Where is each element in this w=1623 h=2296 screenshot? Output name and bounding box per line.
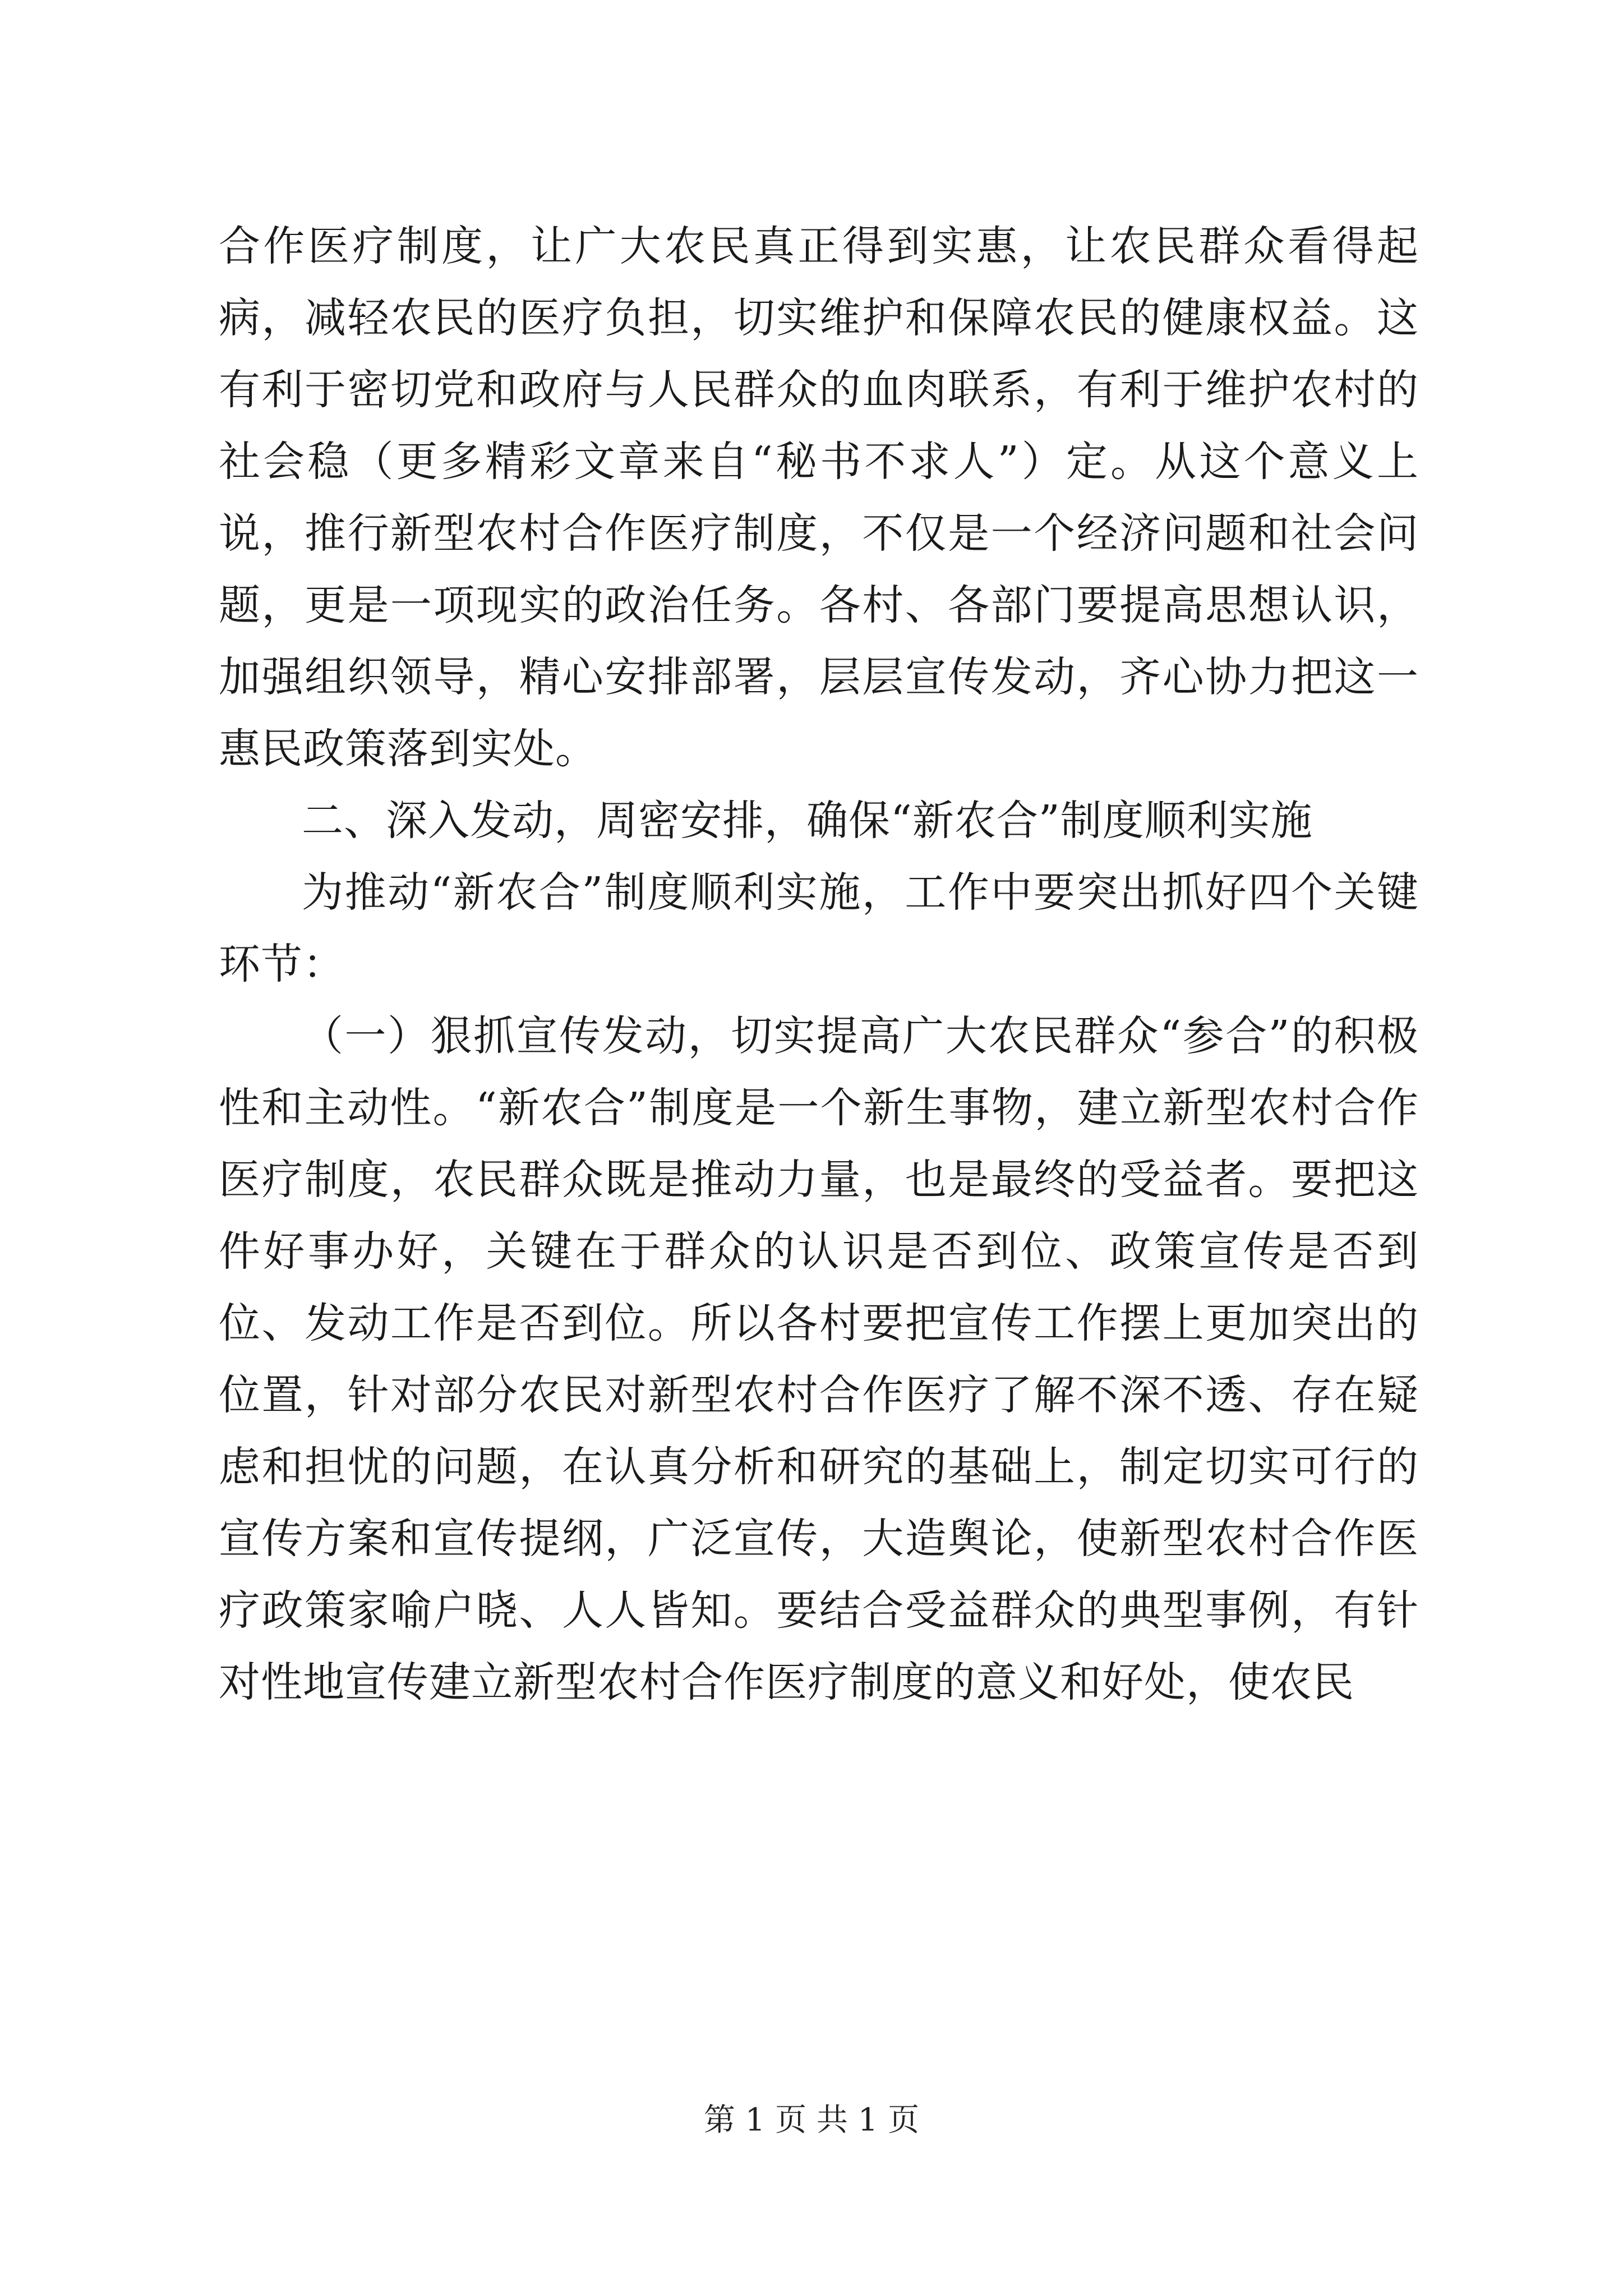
paragraph-intro: 为推动“新农合”制度顺利实施，工作中要突出抓好四个关键环节： — [219, 868, 1419, 988]
page-footer — [0, 2098, 1623, 2143]
paragraph-continued: 合作医疗制度，让广大农民真正得到实惠，让农民群众看得起病，减轻农民的医疗负担，切实维护和保障农民的健康权益。这有利于密切党和政府与人民群众的血肉联系，有利于维护农村的社会稳（更多精彩文章来自“秘书不求人”）定。从这个意义上说，推行新型农村合作医疗制度，不仅是一个经济问题和社会问题，更是一项现实的政治任务。各村、各部门要提高思想认识，加强组织领导，精心安排部署，层层宣传发动，齐心协力把这一惠民政策落到实处。 — [219, 222, 1419, 773]
section-heading-2: 二、深入发动，周密安排，确保“新农合”制度顺利实施 — [302, 797, 1313, 845]
paragraph-subsection-1: （一）狠抓宣传发动，切实提高广大农民群众“参合”的积极性和主动性。“新农合”制度是一个新生事物，建立新型农村合作医疗制度，农民群众既是推动力量，也是最终的受益者。要把这件好事办好，关键在于群众的认识是否到位、政策宣传是否到位、发动工作是否到位。所以各村要把宣传工作摆上更加突出的位置，针对部分农民对新型农村合作医疗了解不深不透、存在疑虑和担忧的问题，在认真分析和研究的基础上，制定切实可行的宣传方案和宣传提纲，广泛宣传，大造舆论，使新型农村合作医疗政策家喻户晓、人人皆知。要结合受益群众的典型事例，有针对性地宣传建立新型农村合作医疗制度的意义和好处，使农民 — [219, 1012, 1419, 1706]
document-body — [219, 210, 1419, 1718]
page-number-label: 第 1 页 共 1 页 — [703, 2102, 920, 2138]
